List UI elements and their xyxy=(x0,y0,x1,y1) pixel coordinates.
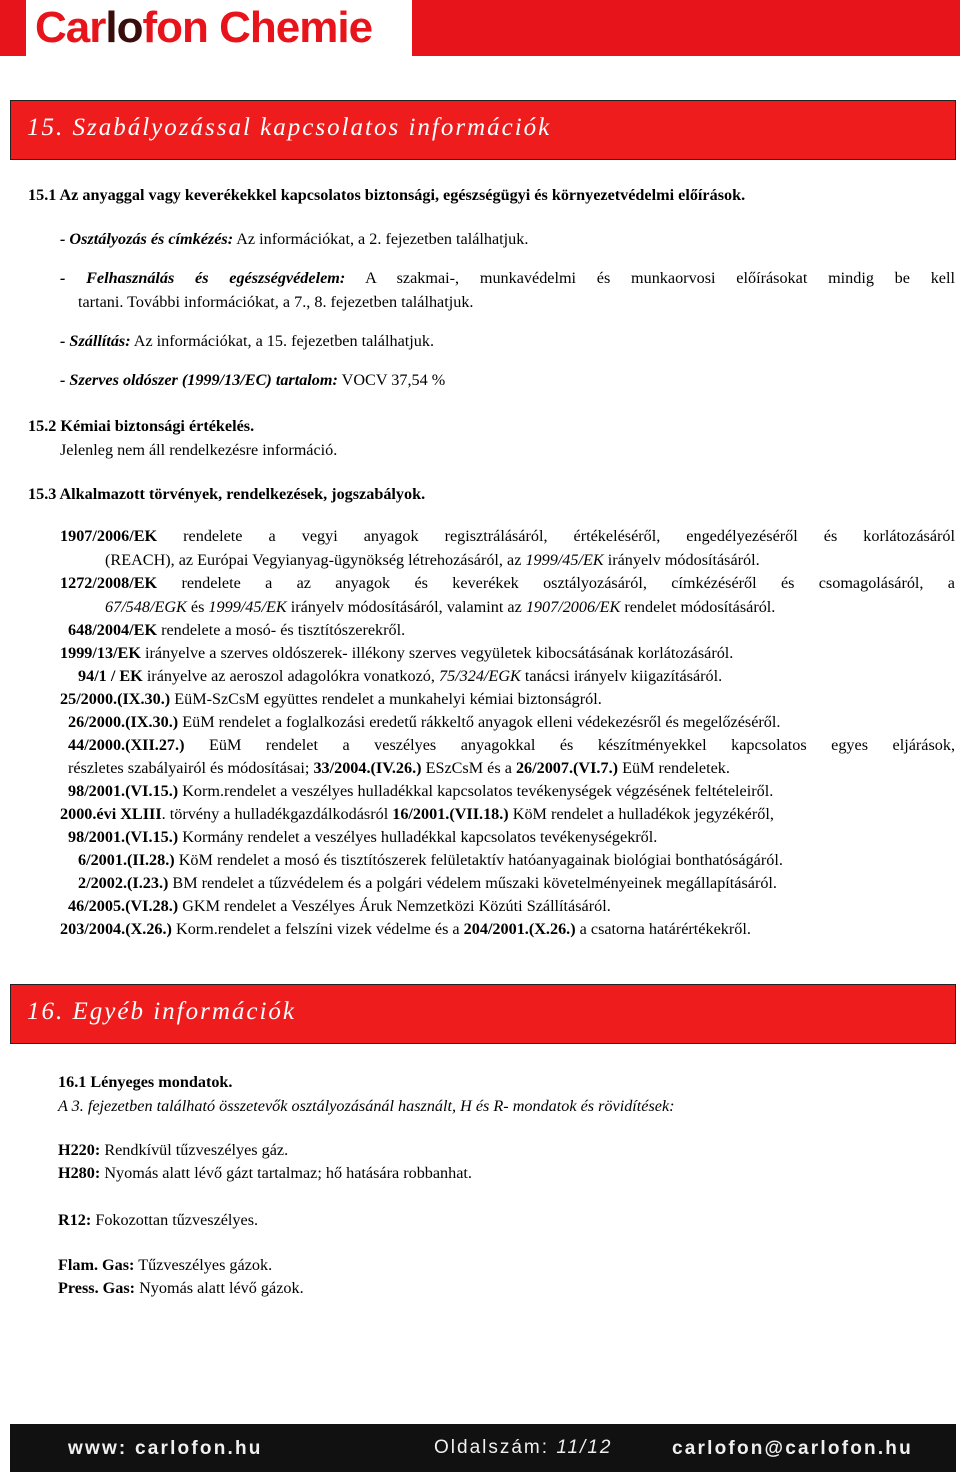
subsection-15-3-title: 15.3 Alkalmazott törvények, rendelkezések, jogszabályok. xyxy=(28,485,426,503)
law-6-code: 25/2000.(IX.30.) xyxy=(60,690,171,708)
footer-website-link[interactable]: www: carlofon.hu xyxy=(68,1438,263,1459)
law-1-text: rendelete a vegyi anyagok regisztrálásáról, értékeléséről, engedélyezéséről és korlátozásáról xyxy=(157,527,955,545)
law-10-text-2: KöM rendelet a hulladékok jegyzékéről, xyxy=(508,805,774,823)
usage-text: A szakmai-, munkavédelmi és munkaorvosi előírásokat mindig be kell xyxy=(345,269,955,287)
law-8-code-3: 26/2007.(VI.7.) xyxy=(515,759,619,777)
transport-text: Az információkat, a 15. fejezetben találhatjuk. xyxy=(130,332,434,350)
logo-text xyxy=(33,2,415,54)
usage-label: - Felhasználás és egészségvédelem: xyxy=(60,269,346,287)
usage-line-2: tartani. További információkat, a 7., 8. fejezetben találhatjuk. xyxy=(78,293,474,311)
law-9-code: 98/2001.(VI.15.) xyxy=(68,782,179,800)
law-11-text: Kormány rendelet a veszélyes hulladékkal kapcsolatos tevékenységekről. xyxy=(178,828,658,846)
logo-text-part2: lo xyxy=(105,3,143,52)
footer-email-link[interactable]: carlofon@carlofon.hu xyxy=(672,1438,913,1459)
law-3-text: rendelete a mosó- és tisztítószerekről. xyxy=(157,621,406,639)
solvent-line xyxy=(60,370,445,390)
h220-code: H220: xyxy=(58,1141,101,1159)
law-1-line-1 xyxy=(60,526,955,546)
law-2-text-2: és xyxy=(186,598,209,616)
solvent-label: - Szerves oldószer (1999/13/EC) tartalom: xyxy=(60,371,338,389)
law-2-line-1 xyxy=(60,573,955,593)
r12-text: Fokozottan tűzveszélyes. xyxy=(91,1211,259,1229)
law-6-text: EüM-SzCsM együttes rendelet a munkahelyi kémiai biztonságról. xyxy=(170,690,602,708)
solvent-text: VOCV 37,54 % xyxy=(337,371,446,389)
law-11-code: 98/2001.(VI.15.) xyxy=(68,828,179,846)
h220-text: Rendkívül tűzveszélyes gáz. xyxy=(100,1141,289,1159)
h220-line xyxy=(58,1140,288,1160)
law-2-ref-2: 1999/45/EK xyxy=(208,598,287,616)
law-1-ref: 1999/45/EK xyxy=(525,551,604,569)
company-logo xyxy=(0,0,960,60)
law-12-code: 6/2001.(II.28.) xyxy=(78,851,175,869)
page-footer xyxy=(10,1424,956,1472)
subsection-15-2-title: 15.2 Kémiai biztonsági értékelés. xyxy=(28,417,255,435)
subsection-15-2-text: Jelenleg nem áll rendelkezésre információ. xyxy=(60,441,338,459)
law-2-text-3: irányelv módosításáról, valamint az xyxy=(286,598,526,616)
law-13 xyxy=(78,873,777,893)
law-14 xyxy=(68,896,611,916)
transport-line xyxy=(60,331,434,351)
press-gas-text: Nyomás alatt lévő gázok. xyxy=(135,1279,304,1297)
law-10 xyxy=(60,804,774,824)
footer-page-value: 11/12 xyxy=(556,1437,613,1458)
law-8-code-2: 33/2004.(IV.26.) xyxy=(313,759,422,777)
footer-page-label: Oldalszám: xyxy=(434,1437,557,1458)
law-13-code: 2/2002.(I.23.) xyxy=(78,874,169,892)
law-2-code: 1272/2008/EK xyxy=(60,574,158,592)
flam-gas-line xyxy=(58,1255,272,1275)
law-4-code: 1999/13/EK xyxy=(60,644,141,662)
law-7-code: 26/2000.(IX.30.) xyxy=(68,713,179,731)
flam-gas-text: Tűzveszélyes gázok. xyxy=(134,1256,273,1274)
law-2-text: rendelete a az anyagok és keverékek osztályozásáról, címkézéséről és csomagolásáról, a xyxy=(157,574,955,592)
law-2-ref-3: 1907/2006/EK xyxy=(525,598,621,616)
law-12-text: KöM rendelet a mosó és tisztítószerek felületaktív hatóanyagainak biológiai bonthatóságáról. xyxy=(174,851,783,869)
law-10-text: . törvény a hulladékgazdálkodásról xyxy=(161,805,393,823)
law-3 xyxy=(68,620,405,640)
law-8-text-2: részletes szabályairól és módosításai; xyxy=(68,759,314,777)
law-15 xyxy=(60,919,751,939)
law-1-text-2: (REACH), az Európai Vegyianyag-ügynökség létrehozásáról, az xyxy=(105,551,526,569)
law-1-line-2 xyxy=(105,550,760,570)
section-16-title: 16. Egyéb információk xyxy=(27,998,297,1025)
subsection-16-1-title: 16.1 Lényeges mondatok. xyxy=(58,1073,233,1091)
law-8-line-2 xyxy=(68,758,730,778)
law-8-line-1 xyxy=(68,735,955,755)
law-12 xyxy=(78,850,783,870)
law-9 xyxy=(68,781,773,801)
law-8-text: EüM rendelet a veszélyes anyagokkal és készítményekkel kapcsolatos egyes eljárások, xyxy=(184,736,955,754)
law-15-text: Korm.rendelet a felszíni vizek védelme és a xyxy=(171,920,464,938)
section-15-title: 15. Szabályozással kapcsolatos információk xyxy=(27,114,552,141)
law-4 xyxy=(60,643,733,663)
law-14-code: 46/2005.(VI.28.) xyxy=(68,897,179,915)
law-5-text-2: tanácsi irányelv kiigazításáról. xyxy=(520,667,723,685)
r12-line xyxy=(58,1210,258,1230)
law-15-text-2: a csatorna határértékekről. xyxy=(575,920,751,938)
h280-code: H280: xyxy=(58,1164,101,1182)
law-6 xyxy=(60,689,602,709)
subsection-15-1-title: 15.1 Az anyaggal vagy keverékekkel kapcsolatos biztonsági, egészségügyi és környezetvédelmi előírások. xyxy=(28,186,746,204)
law-2-text-4: rendelet módosításáról. xyxy=(620,598,776,616)
section-15-header xyxy=(10,100,956,160)
logo-red-band-left xyxy=(0,0,26,56)
law-8-text-4: EüM rendeletek. xyxy=(618,759,730,777)
law-7 xyxy=(68,712,780,732)
law-11 xyxy=(68,827,657,847)
logo-text-part3: fon Chemie xyxy=(142,3,373,52)
press-gas-line xyxy=(58,1278,304,1298)
law-7-text: EüM rendelet a foglalkozási eredetű rákkeltő anyagok elleni védekezésről és megelőzéséről. xyxy=(178,713,781,731)
classification-line xyxy=(60,229,528,249)
law-1-text-3: irányelv módosításáról. xyxy=(603,551,760,569)
logo-red-band-right xyxy=(412,0,960,56)
law-4-text: irányelve a szerves oldószerek- illékony szerves vegyületek kibocsátásának korlátozásáról. xyxy=(140,644,734,662)
h280-text: Nyomás alatt lévő gázt tartalmaz; hő hatására robbanhat. xyxy=(100,1164,472,1182)
law-2-ref-1: 67/548/EGK xyxy=(105,598,187,616)
law-2-line-2 xyxy=(105,597,775,617)
law-3-code: 648/2004/EK xyxy=(68,621,158,639)
press-gas-code: Press. Gas: xyxy=(58,1279,136,1297)
subsection-16-1-intro: A 3. fejezetben található összetevők osztályozásánál használt, H és R- mondatok és rövidítések: xyxy=(58,1097,675,1115)
law-10-code: 2000.évi XLIII xyxy=(60,805,162,823)
law-1-code: 1907/2006/EK xyxy=(60,527,158,545)
law-14-text: GKM rendelet a Veszélyes Áruk Nemzetközi Közúti Szállításáról. xyxy=(178,897,611,915)
classification-text: Az információkat, a 2. fejezetben találhatjuk. xyxy=(233,230,529,248)
law-10-code-2: 16/2001.(VII.18.) xyxy=(392,805,509,823)
law-5-text: irányelve az aeroszol adagolókra vonatkozó, xyxy=(142,667,439,685)
law-15-code: 203/2004.(X.26.) xyxy=(60,920,172,938)
law-15-code-2: 204/2001.(X.26.) xyxy=(463,920,576,938)
section-16-header xyxy=(10,984,956,1044)
usage-line-1 xyxy=(60,268,955,288)
law-5-code: 94/1 / EK xyxy=(78,667,143,685)
law-8-text-3: ESzCsM és a xyxy=(421,759,516,777)
law-8-code: 44/2000.(XII.27.) xyxy=(68,736,185,754)
r12-code: R12: xyxy=(58,1211,92,1229)
law-13-text: BM rendelet a tűzvédelem és a polgári védelem műszaki követelményeinek megállapításáról. xyxy=(168,874,777,892)
law-9-text: Korm.rendelet a veszélyes hulladékkal kapcsolatos tevékenységek végzésének feltételeiről. xyxy=(178,782,774,800)
law-5-ref: 75/324/EGK xyxy=(438,667,521,685)
h280-line xyxy=(58,1163,472,1183)
footer-page-number xyxy=(434,1437,612,1459)
law-5 xyxy=(78,666,722,686)
flam-gas-code: Flam. Gas: xyxy=(58,1256,135,1274)
transport-label: - Szállítás: xyxy=(60,332,131,350)
logo-text-part1: Car xyxy=(35,3,106,52)
classification-label: - Osztályozás és címkézés: xyxy=(60,230,234,248)
